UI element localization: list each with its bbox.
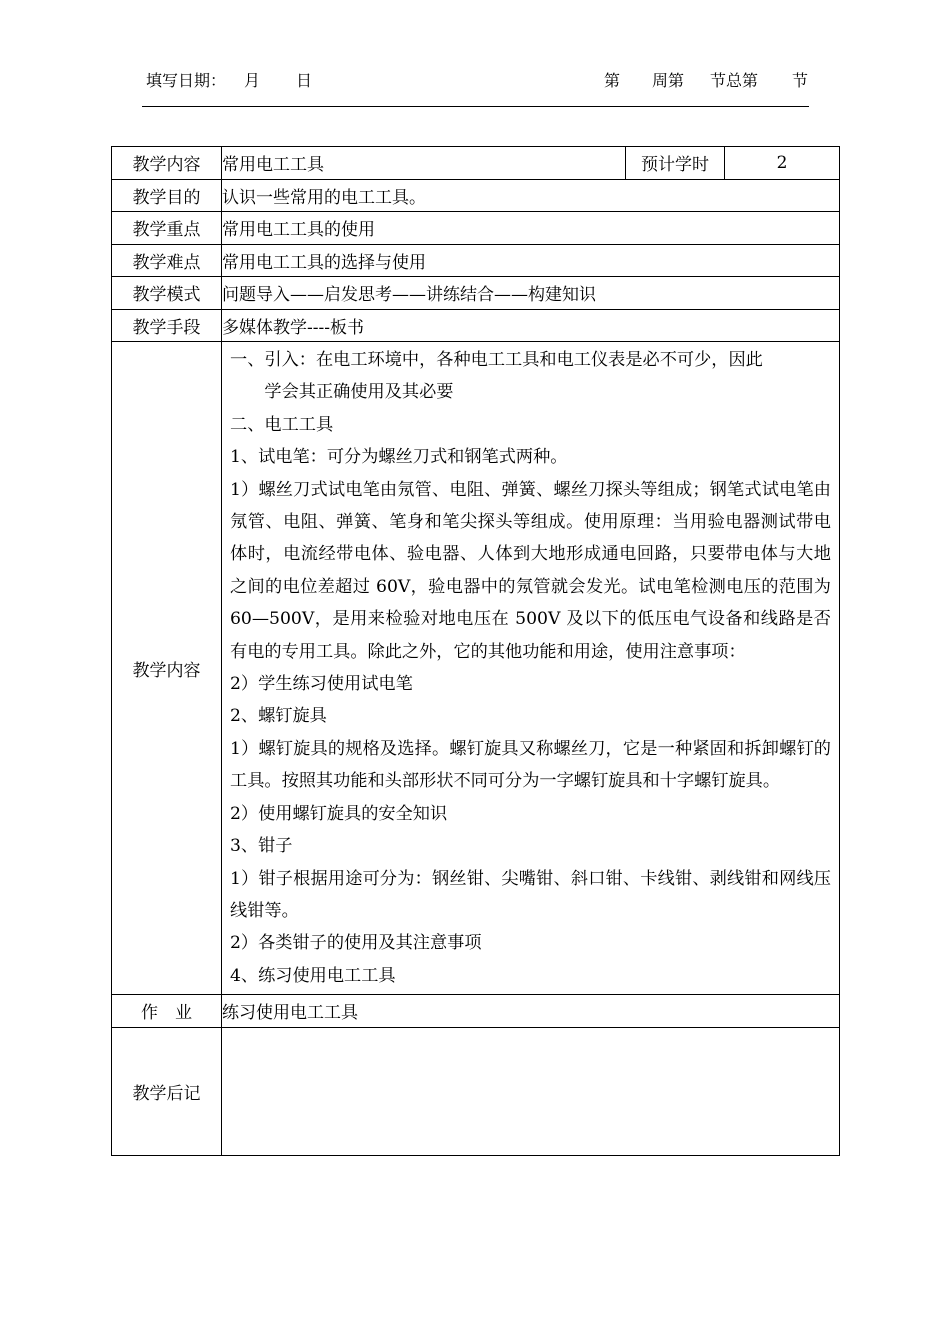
main-content-label: 教学内容: [112, 342, 222, 995]
row-difficulty: [112, 244, 840, 277]
means-value: 多媒体教学----板书: [222, 309, 840, 342]
content-paragraph: 1）螺丝刀式试电笔由氖管、电阻、弹簧、螺丝刀探头等组成；钢笔式试电笔由氖管、电阻、弹簧、笔身和笔尖探头等组成。使用原理：当用验电器测试带电体时，电流经带电体、验电器、人体到大地形成通电回路，只要带电体与大地之间的电位差超过 60V，验电器中的氖管就会发光。试电笔检测电压的范围为 60—500V，是用来检验对地电压在 500V 及以下的低压电气设备和线路是否有电的专用工具。除此之外，它的其他功能和用途，使用注意事项：: [230, 479, 831, 662]
content-paragraph: 2、螺钉旋具: [230, 706, 327, 727]
means-label: 教学手段: [112, 309, 222, 342]
row-content: [112, 147, 840, 180]
row-afterword: [112, 1027, 840, 1155]
hours-value: 2: [725, 147, 840, 180]
row-goal: [112, 179, 840, 212]
row-key: [112, 212, 840, 245]
content-label: 教学内容: [112, 147, 222, 180]
row-main-content: [112, 342, 840, 995]
hours-label: 预计学时: [626, 147, 725, 180]
row-means: [112, 309, 840, 342]
header-date: [146, 68, 312, 91]
section-label: 节: [791, 71, 808, 90]
main-content-body: [222, 342, 839, 994]
content-paragraph: 学会其正确使用及其必要: [264, 382, 454, 403]
week-label-2: 周第: [651, 71, 684, 90]
content-paragraph: 1、试电笔：可分为螺丝刀式和钢笔式两种。: [230, 447, 568, 468]
afterword-value: [222, 1027, 840, 1155]
homework-label: 作 业: [112, 995, 222, 1028]
content-paragraph: 1）螺钉旋具的规格及选择。螺钉旋具又称螺丝刀，它是一种紧固和拆卸螺钉的工具。按照其功能和头部形状不同可分为一字螺钉旋具和十字螺钉旋具。: [230, 738, 831, 792]
lesson-plan-table: [111, 146, 840, 1156]
content-paragraph: 2）学生练习使用试电笔: [230, 674, 413, 695]
row-homework: [112, 995, 840, 1028]
header-week: [604, 68, 808, 91]
day-label: 日: [296, 71, 313, 90]
mode-value: 问题导入——启发思考——讲练结合——构建知识: [222, 277, 840, 310]
week-label-1: 第: [603, 71, 620, 90]
section-total-label: 节总第: [709, 71, 758, 90]
homework-value: 练习使用电工工具: [222, 995, 840, 1028]
mode-label: 教学模式: [112, 277, 222, 310]
page-header: [140, 68, 810, 94]
goal-value: 认识一些常用的电工工具。: [222, 179, 840, 212]
key-label: 教学重点: [112, 212, 222, 245]
key-value: 常用电工工具的使用: [222, 212, 840, 245]
content-paragraph: 3、钳子: [230, 836, 293, 857]
main-content-cell: [222, 342, 840, 995]
month-label: 月: [244, 71, 261, 90]
header-divider: [142, 106, 809, 107]
content-paragraph: 4、练习使用电工工具: [230, 965, 396, 986]
afterword-label: 教学后记: [112, 1027, 222, 1155]
difficulty-label: 教学难点: [112, 244, 222, 277]
content-paragraph: 2）使用螺钉旋具的安全知识: [230, 803, 448, 824]
row-mode: [112, 277, 840, 310]
content-value: 常用电工工具: [222, 147, 626, 180]
content-paragraph: 1）钳子根据用途可分为：钢丝钳、尖嘴钳、斜口钳、卡线钳、剥线钳和网线压线钳等。: [230, 868, 831, 921]
difficulty-value: 常用电工工具的选择与使用: [222, 244, 840, 277]
content-paragraph: 一、引入：在电工环境中，各种电工工具和电工仪表是必不可少，因此: [230, 350, 763, 370]
goal-label: 教学目的: [112, 179, 222, 212]
content-paragraph: 2）各类钳子的使用及其注意事项: [230, 933, 482, 954]
fill-date-label: 填写日期：: [146, 71, 227, 90]
content-paragraph: 二、电工工具: [230, 414, 334, 435]
